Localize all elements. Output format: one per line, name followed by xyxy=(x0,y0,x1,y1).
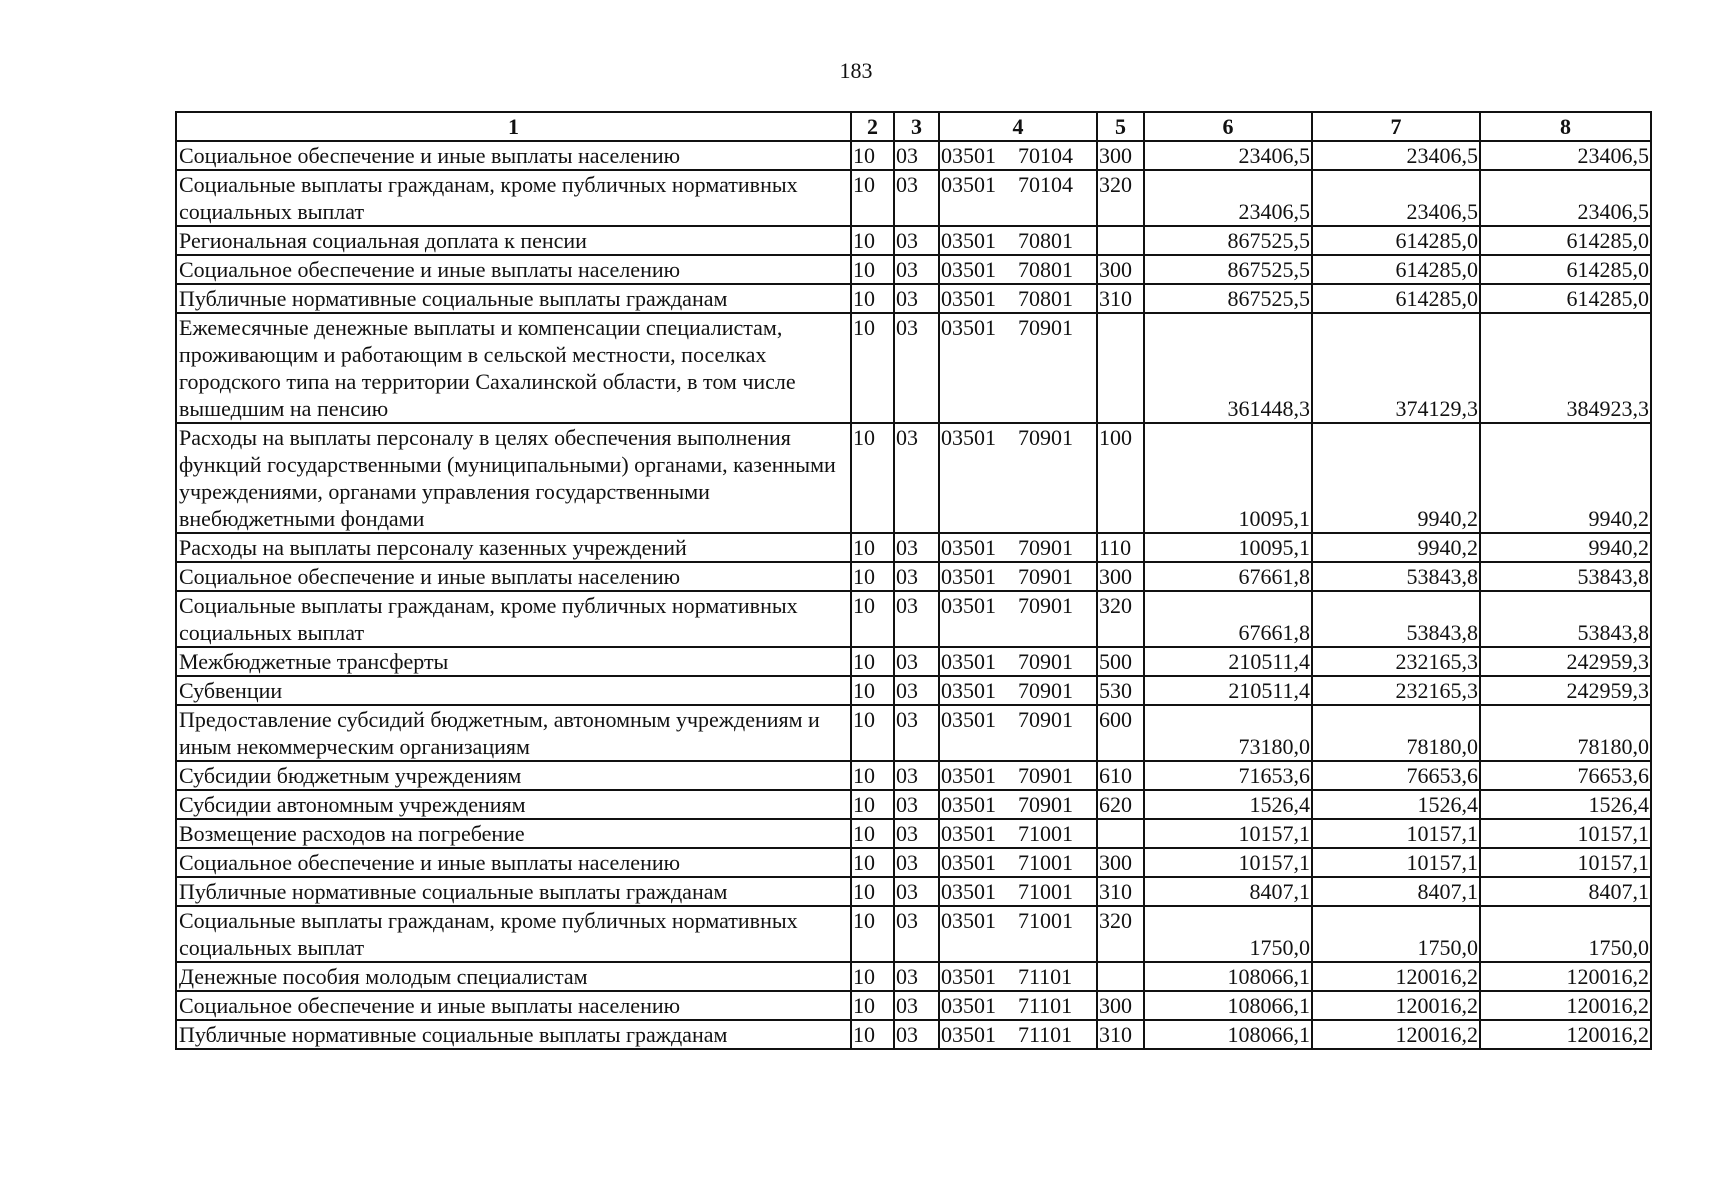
row-expense-type: 310 xyxy=(1097,284,1144,313)
table-row xyxy=(176,819,1651,848)
row-subsection: 03 xyxy=(894,423,939,533)
row-amount-col8: 1526,4 xyxy=(1480,790,1651,819)
row-amount-col7: 120016,2 xyxy=(1312,991,1480,1020)
row-expense-type: 300 xyxy=(1097,848,1144,877)
table-row xyxy=(176,790,1651,819)
row-program: 03501 71101 xyxy=(939,962,1097,991)
row-name: Социальные выплаты гражданам, кроме публичных нормативных социальных выплат xyxy=(176,906,851,962)
table-row xyxy=(176,676,1651,705)
row-subsection: 03 xyxy=(894,761,939,790)
row-name: Социальные выплаты гражданам, кроме публичных нормативных социальных выплат xyxy=(176,591,851,647)
row-section: 10 xyxy=(851,284,894,313)
row-section: 10 xyxy=(851,906,894,962)
row-amount-col6: 210511,4 xyxy=(1144,676,1312,705)
table-row xyxy=(176,226,1651,255)
row-amount-col6: 73180,0 xyxy=(1144,705,1312,761)
row-name: Расходы на выплаты персоналу в целях обеспечения выполнения функций государственными (муниципальными) органами, казенными учреждениями, органами управления государственными внебюджетными фондами xyxy=(176,423,851,533)
row-program: 03501 70901 xyxy=(939,423,1097,533)
row-program: 03501 70901 xyxy=(939,591,1097,647)
row-expense-type: 320 xyxy=(1097,906,1144,962)
row-section: 10 xyxy=(851,255,894,284)
row-amount-col6: 108066,1 xyxy=(1144,1020,1312,1049)
table-row xyxy=(176,423,1651,533)
row-subsection: 03 xyxy=(894,676,939,705)
row-amount-col6: 867525,5 xyxy=(1144,226,1312,255)
row-subsection: 03 xyxy=(894,906,939,962)
row-amount-col7: 614285,0 xyxy=(1312,284,1480,313)
row-amount-col7: 374129,3 xyxy=(1312,313,1480,423)
row-name: Субсидии автономным учреждениям xyxy=(176,790,851,819)
row-expense-type: 300 xyxy=(1097,141,1144,170)
row-amount-col6: 10157,1 xyxy=(1144,848,1312,877)
row-amount-col8: 76653,6 xyxy=(1480,761,1651,790)
row-expense-type: 300 xyxy=(1097,255,1144,284)
row-amount-col7: 1750,0 xyxy=(1312,906,1480,962)
row-amount-col6: 8407,1 xyxy=(1144,877,1312,906)
row-program: 03501 70801 xyxy=(939,255,1097,284)
row-subsection: 03 xyxy=(894,848,939,877)
row-section: 10 xyxy=(851,141,894,170)
row-section: 10 xyxy=(851,761,894,790)
row-name: Ежемесячные денежные выплаты и компенсации специалистам, проживающим и работающим в сельской местности, поселках городского типа на территории Сахалинской области, в том числе вышедшим на пенсию xyxy=(176,313,851,423)
row-section: 10 xyxy=(851,962,894,991)
row-amount-col7: 614285,0 xyxy=(1312,255,1480,284)
row-amount-col7: 8407,1 xyxy=(1312,877,1480,906)
row-expense-type: 300 xyxy=(1097,991,1144,1020)
row-expense-type xyxy=(1097,962,1144,991)
row-subsection: 03 xyxy=(894,226,939,255)
row-section: 10 xyxy=(851,676,894,705)
row-amount-col6: 23406,5 xyxy=(1144,170,1312,226)
table-row xyxy=(176,591,1651,647)
header-col-6: 6 xyxy=(1144,112,1312,141)
row-amount-col8: 120016,2 xyxy=(1480,991,1651,1020)
row-name: Социальное обеспечение и иные выплаты населению xyxy=(176,848,851,877)
row-amount-col8: 614285,0 xyxy=(1480,255,1651,284)
row-amount-col6: 1526,4 xyxy=(1144,790,1312,819)
row-amount-col6: 361448,3 xyxy=(1144,313,1312,423)
row-amount-col7: 614285,0 xyxy=(1312,226,1480,255)
row-section: 10 xyxy=(851,647,894,676)
table-row xyxy=(176,284,1651,313)
table-row xyxy=(176,647,1651,676)
row-amount-col7: 53843,8 xyxy=(1312,562,1480,591)
row-expense-type: 320 xyxy=(1097,591,1144,647)
row-section: 10 xyxy=(851,313,894,423)
row-amount-col6: 867525,5 xyxy=(1144,284,1312,313)
row-amount-col7: 9940,2 xyxy=(1312,533,1480,562)
row-amount-col8: 23406,5 xyxy=(1480,141,1651,170)
row-subsection: 03 xyxy=(894,255,939,284)
row-name: Субсидии бюджетным учреждениям xyxy=(176,761,851,790)
row-subsection: 03 xyxy=(894,962,939,991)
row-amount-col7: 23406,5 xyxy=(1312,170,1480,226)
row-name: Социальное обеспечение и иные выплаты населению xyxy=(176,991,851,1020)
row-amount-col6: 23406,5 xyxy=(1144,141,1312,170)
row-amount-col7: 10157,1 xyxy=(1312,819,1480,848)
row-section: 10 xyxy=(851,877,894,906)
row-amount-col6: 71653,6 xyxy=(1144,761,1312,790)
row-amount-col8: 10157,1 xyxy=(1480,819,1651,848)
header-col-1: 1 xyxy=(176,112,851,141)
row-amount-col8: 614285,0 xyxy=(1480,226,1651,255)
row-amount-col7: 53843,8 xyxy=(1312,591,1480,647)
header-col-2: 2 xyxy=(851,112,894,141)
row-expense-type xyxy=(1097,313,1144,423)
row-section: 10 xyxy=(851,991,894,1020)
row-name: Публичные нормативные социальные выплаты гражданам xyxy=(176,284,851,313)
row-amount-col8: 242959,3 xyxy=(1480,676,1651,705)
row-subsection: 03 xyxy=(894,284,939,313)
table-row xyxy=(176,141,1651,170)
row-amount-col6: 108066,1 xyxy=(1144,991,1312,1020)
row-section: 10 xyxy=(851,1020,894,1049)
row-name: Субвенции xyxy=(176,676,851,705)
row-expense-type: 320 xyxy=(1097,170,1144,226)
row-program: 03501 70901 xyxy=(939,705,1097,761)
row-section: 10 xyxy=(851,226,894,255)
row-amount-col8: 8407,1 xyxy=(1480,877,1651,906)
row-subsection: 03 xyxy=(894,533,939,562)
row-name: Социальное обеспечение и иные выплаты населению xyxy=(176,141,851,170)
table-row xyxy=(176,877,1651,906)
row-subsection: 03 xyxy=(894,1020,939,1049)
row-expense-type: 600 xyxy=(1097,705,1144,761)
row-name: Региональная социальная доплата к пенсии xyxy=(176,226,851,255)
row-subsection: 03 xyxy=(894,647,939,676)
row-program: 03501 70801 xyxy=(939,226,1097,255)
row-program: 03501 70901 xyxy=(939,676,1097,705)
row-amount-col8: 120016,2 xyxy=(1480,962,1651,991)
row-expense-type: 310 xyxy=(1097,1020,1144,1049)
row-expense-type: 110 xyxy=(1097,533,1144,562)
table-row xyxy=(176,761,1651,790)
row-program: 03501 71101 xyxy=(939,991,1097,1020)
row-expense-type xyxy=(1097,226,1144,255)
row-name: Социальное обеспечение и иные выплаты населению xyxy=(176,562,851,591)
row-amount-col8: 614285,0 xyxy=(1480,284,1651,313)
table-body xyxy=(176,141,1651,1049)
row-program: 03501 71001 xyxy=(939,819,1097,848)
row-amount-col6: 867525,5 xyxy=(1144,255,1312,284)
row-expense-type: 530 xyxy=(1097,676,1144,705)
table-row xyxy=(176,906,1651,962)
row-program: 03501 71001 xyxy=(939,848,1097,877)
row-amount-col6: 10157,1 xyxy=(1144,819,1312,848)
row-section: 10 xyxy=(851,790,894,819)
row-name: Денежные пособия молодым специалистам xyxy=(176,962,851,991)
row-subsection: 03 xyxy=(894,170,939,226)
row-expense-type: 310 xyxy=(1097,877,1144,906)
row-name: Расходы на выплаты персоналу казенных учреждений xyxy=(176,533,851,562)
table-row xyxy=(176,255,1651,284)
row-section: 10 xyxy=(851,170,894,226)
row-amount-col8: 1750,0 xyxy=(1480,906,1651,962)
row-program: 03501 70901 xyxy=(939,761,1097,790)
row-program: 03501 71001 xyxy=(939,877,1097,906)
row-amount-col6: 10095,1 xyxy=(1144,423,1312,533)
table-row xyxy=(176,705,1651,761)
row-amount-col8: 53843,8 xyxy=(1480,562,1651,591)
header-col-8: 8 xyxy=(1480,112,1651,141)
row-amount-col7: 1526,4 xyxy=(1312,790,1480,819)
row-subsection: 03 xyxy=(894,991,939,1020)
table-row xyxy=(176,848,1651,877)
row-amount-col6: 210511,4 xyxy=(1144,647,1312,676)
header-row xyxy=(176,112,1651,141)
row-name: Предоставление субсидий бюджетным, автономным учреждениям и иным некоммерческим организациям xyxy=(176,705,851,761)
table-row xyxy=(176,170,1651,226)
row-subsection: 03 xyxy=(894,591,939,647)
table-row xyxy=(176,313,1651,423)
row-program: 03501 70104 xyxy=(939,141,1097,170)
header-col-7: 7 xyxy=(1312,112,1480,141)
row-section: 10 xyxy=(851,705,894,761)
row-name: Возмещение расходов на погребение xyxy=(176,819,851,848)
row-amount-col6: 10095,1 xyxy=(1144,533,1312,562)
table-row xyxy=(176,533,1651,562)
table-row xyxy=(176,991,1651,1020)
row-amount-col6: 67661,8 xyxy=(1144,591,1312,647)
row-program: 03501 70901 xyxy=(939,562,1097,591)
header-col-3: 3 xyxy=(894,112,939,141)
table-row xyxy=(176,1020,1651,1049)
row-amount-col7: 76653,6 xyxy=(1312,761,1480,790)
row-program: 03501 70104 xyxy=(939,170,1097,226)
row-section: 10 xyxy=(851,591,894,647)
row-section: 10 xyxy=(851,562,894,591)
row-name: Межбюджетные трансферты xyxy=(176,647,851,676)
row-amount-col7: 9940,2 xyxy=(1312,423,1480,533)
row-subsection: 03 xyxy=(894,705,939,761)
row-amount-col7: 23406,5 xyxy=(1312,141,1480,170)
row-amount-col6: 108066,1 xyxy=(1144,962,1312,991)
row-expense-type: 610 xyxy=(1097,761,1144,790)
row-program: 03501 71001 xyxy=(939,906,1097,962)
row-subsection: 03 xyxy=(894,877,939,906)
row-amount-col8: 384923,3 xyxy=(1480,313,1651,423)
row-program: 03501 70901 xyxy=(939,647,1097,676)
row-amount-col8: 10157,1 xyxy=(1480,848,1651,877)
header-col-5: 5 xyxy=(1097,112,1144,141)
row-program: 03501 70901 xyxy=(939,533,1097,562)
row-amount-col6: 67661,8 xyxy=(1144,562,1312,591)
row-name: Публичные нормативные социальные выплаты гражданам xyxy=(176,877,851,906)
row-amount-col7: 120016,2 xyxy=(1312,1020,1480,1049)
row-section: 10 xyxy=(851,533,894,562)
row-amount-col7: 232165,3 xyxy=(1312,647,1480,676)
row-expense-type: 620 xyxy=(1097,790,1144,819)
row-amount-col7: 10157,1 xyxy=(1312,848,1480,877)
row-program: 03501 70901 xyxy=(939,313,1097,423)
row-program: 03501 70801 xyxy=(939,284,1097,313)
row-name: Социальные выплаты гражданам, кроме публичных нормативных социальных выплат xyxy=(176,170,851,226)
table-row xyxy=(176,962,1651,991)
row-amount-col8: 242959,3 xyxy=(1480,647,1651,676)
page-number: 183 xyxy=(839,58,873,83)
row-expense-type: 500 xyxy=(1097,647,1144,676)
header-col-4: 4 xyxy=(939,112,1097,141)
row-amount-col7: 232165,3 xyxy=(1312,676,1480,705)
row-amount-col8: 9940,2 xyxy=(1480,423,1651,533)
row-amount-col8: 120016,2 xyxy=(1480,1020,1651,1049)
row-subsection: 03 xyxy=(894,313,939,423)
row-expense-type: 300 xyxy=(1097,562,1144,591)
row-section: 10 xyxy=(851,423,894,533)
row-subsection: 03 xyxy=(894,562,939,591)
row-amount-col6: 1750,0 xyxy=(1144,906,1312,962)
row-amount-col7: 78180,0 xyxy=(1312,705,1480,761)
row-amount-col8: 9940,2 xyxy=(1480,533,1651,562)
row-amount-col8: 53843,8 xyxy=(1480,591,1651,647)
row-name: Публичные нормативные социальные выплаты гражданам xyxy=(176,1020,851,1049)
row-subsection: 03 xyxy=(894,790,939,819)
row-section: 10 xyxy=(851,848,894,877)
row-amount-col8: 78180,0 xyxy=(1480,705,1651,761)
row-subsection: 03 xyxy=(894,141,939,170)
budget-table xyxy=(175,111,1652,1050)
row-program: 03501 71101 xyxy=(939,1020,1097,1049)
row-expense-type: 100 xyxy=(1097,423,1144,533)
row-name: Социальное обеспечение и иные выплаты населению xyxy=(176,255,851,284)
table-row xyxy=(176,562,1651,591)
row-subsection: 03 xyxy=(894,819,939,848)
row-expense-type xyxy=(1097,819,1144,848)
row-program: 03501 70901 xyxy=(939,790,1097,819)
row-amount-col7: 120016,2 xyxy=(1312,962,1480,991)
row-section: 10 xyxy=(851,819,894,848)
row-amount-col8: 23406,5 xyxy=(1480,170,1651,226)
